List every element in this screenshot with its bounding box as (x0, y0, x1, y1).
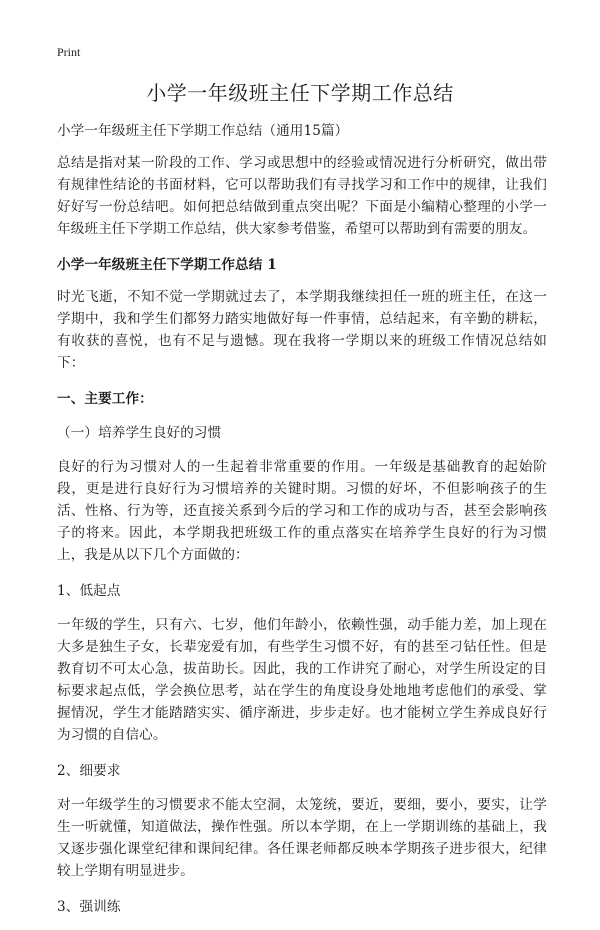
print-link[interactable]: Print (57, 45, 81, 59)
point-2-heading: 2、细要求 (57, 763, 121, 779)
habit-paragraph: 良好的行为习惯对人的一生起着非常重要的作用。一年级是基础教育的起始阶段，更是进行良好行为习惯培养的关键时期。习惯的好坏，不但影响孩子的生活、性格、行为等，还直接关系到今后的学习和工作的成功与否，甚至会影响孩子的将来。因此，本学期我把班级工作的重点落实在培养学生良好的行为习惯上，我是从以下几个方面做的： (57, 459, 547, 563)
opening-paragraph: 时光飞逝，不知不觉一学期就过去了，本学期我继续担任一班的班主任，在这一学期中，我和学生们都努力踏实地做好每一件事情，总结起来，有辛勤的耕耘，有收获的喜悦，也有不足与遗憾。现在我将一学期以来的班级工作情况总结如下： (57, 289, 547, 371)
page-title: 小学一年级班主任下学期工作总结 (146, 81, 454, 105)
habit-subheading: （一）培养学生良好的习惯 (57, 425, 222, 441)
intro-paragraph: 总结是指对某一阶段的工作、学习或思想中的经验或情况进行分析研究，做出带有规律性结论的书面材料，它可以帮助我们有寻找学习和工作中的规律，让我们好好写一份总结吧。如何把总结做到重点突出呢？下面是小编精心整理的小学一年级班主任下学期工作总结，供大家参考借鉴，希望可以帮助到有需要的朋友。 (57, 155, 547, 237)
point-1-paragraph: 一年级的学生，只有六、七岁，他们年龄小，依赖性强，动手能力差，加上现在大多是独生子女，长辈宠爱有加，有些学生习惯不好，有的甚至刁钻任性。但是教育切不可太心急，拔苗助长。因此，我的工作讲究了耐心，对学生所设定的目标要求起点低，学会换位思考，站在学生的角度设身处地地考虑他们的承受、掌握情况，学生才能踏踏实实、循序渐进，步步走好。也才能树立学生养成良好行为习惯的自信心。 (57, 617, 547, 743)
article-subtitle: 小学一年级班主任下学期工作总结（通用15篇） (57, 123, 349, 139)
section-heading: 小学一年级班主任下学期工作总结 1 (57, 257, 277, 273)
article-body (57, 120, 547, 930)
point-3-heading: 3、强训练 (57, 899, 121, 915)
main-work-heading: 一、主要工作： (57, 391, 153, 407)
point-2-paragraph: 对一年级学生的习惯要求不能太空洞，太笼统，要近，要细，要小，要实，让学生一听就懂，知道做法，操作性强。所以本学期，在上一学期训练的基础上，我又逐步强化课堂纪律和课间纪律。各任课老师都反映本学期孩子进步很大，纪律较上学期有明显进步。 (57, 797, 547, 879)
point-1-heading: 1、低起点 (57, 583, 121, 599)
